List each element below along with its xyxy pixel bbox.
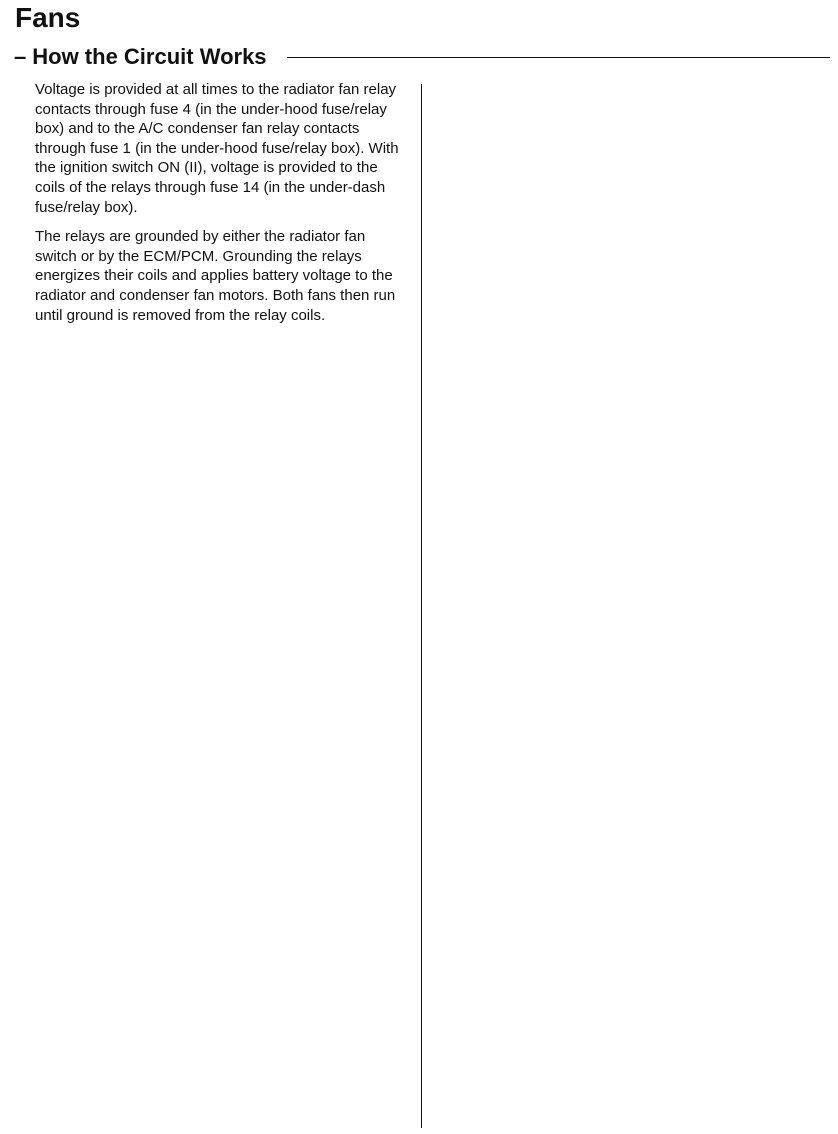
- section-dash: –: [14, 44, 27, 69]
- paragraph-relay-grounding: The relays are grounded by either the radiator fan switch or by the ECM/PCM. Grounding the relays energizes their coils and applies battery voltage to the radiator and condenser fan motors. Both fans then run until ground is removed from the relay coils.: [35, 228, 396, 324]
- body-text: [35, 80, 407, 335]
- page-title: Fans: [15, 2, 81, 33]
- paragraph-voltage-supply: Voltage is provided at all times to the radiator fan relay contacts through fuse 4 (in the under-hood fuse/relay box) and to the A/C condenser fan relay contacts through fuse 1 (in the under-hood fuse/relay box). With the ignition switch ON (II), voltage is provided to the coils of the relays through fuse 14 (in the under-dash fuse/relay box).: [35, 81, 399, 216]
- column-divider: [421, 84, 422, 1128]
- section-title: How the Circuit Works: [32, 44, 267, 69]
- section-rule: [287, 57, 830, 58]
- section-header: [14, 42, 830, 72]
